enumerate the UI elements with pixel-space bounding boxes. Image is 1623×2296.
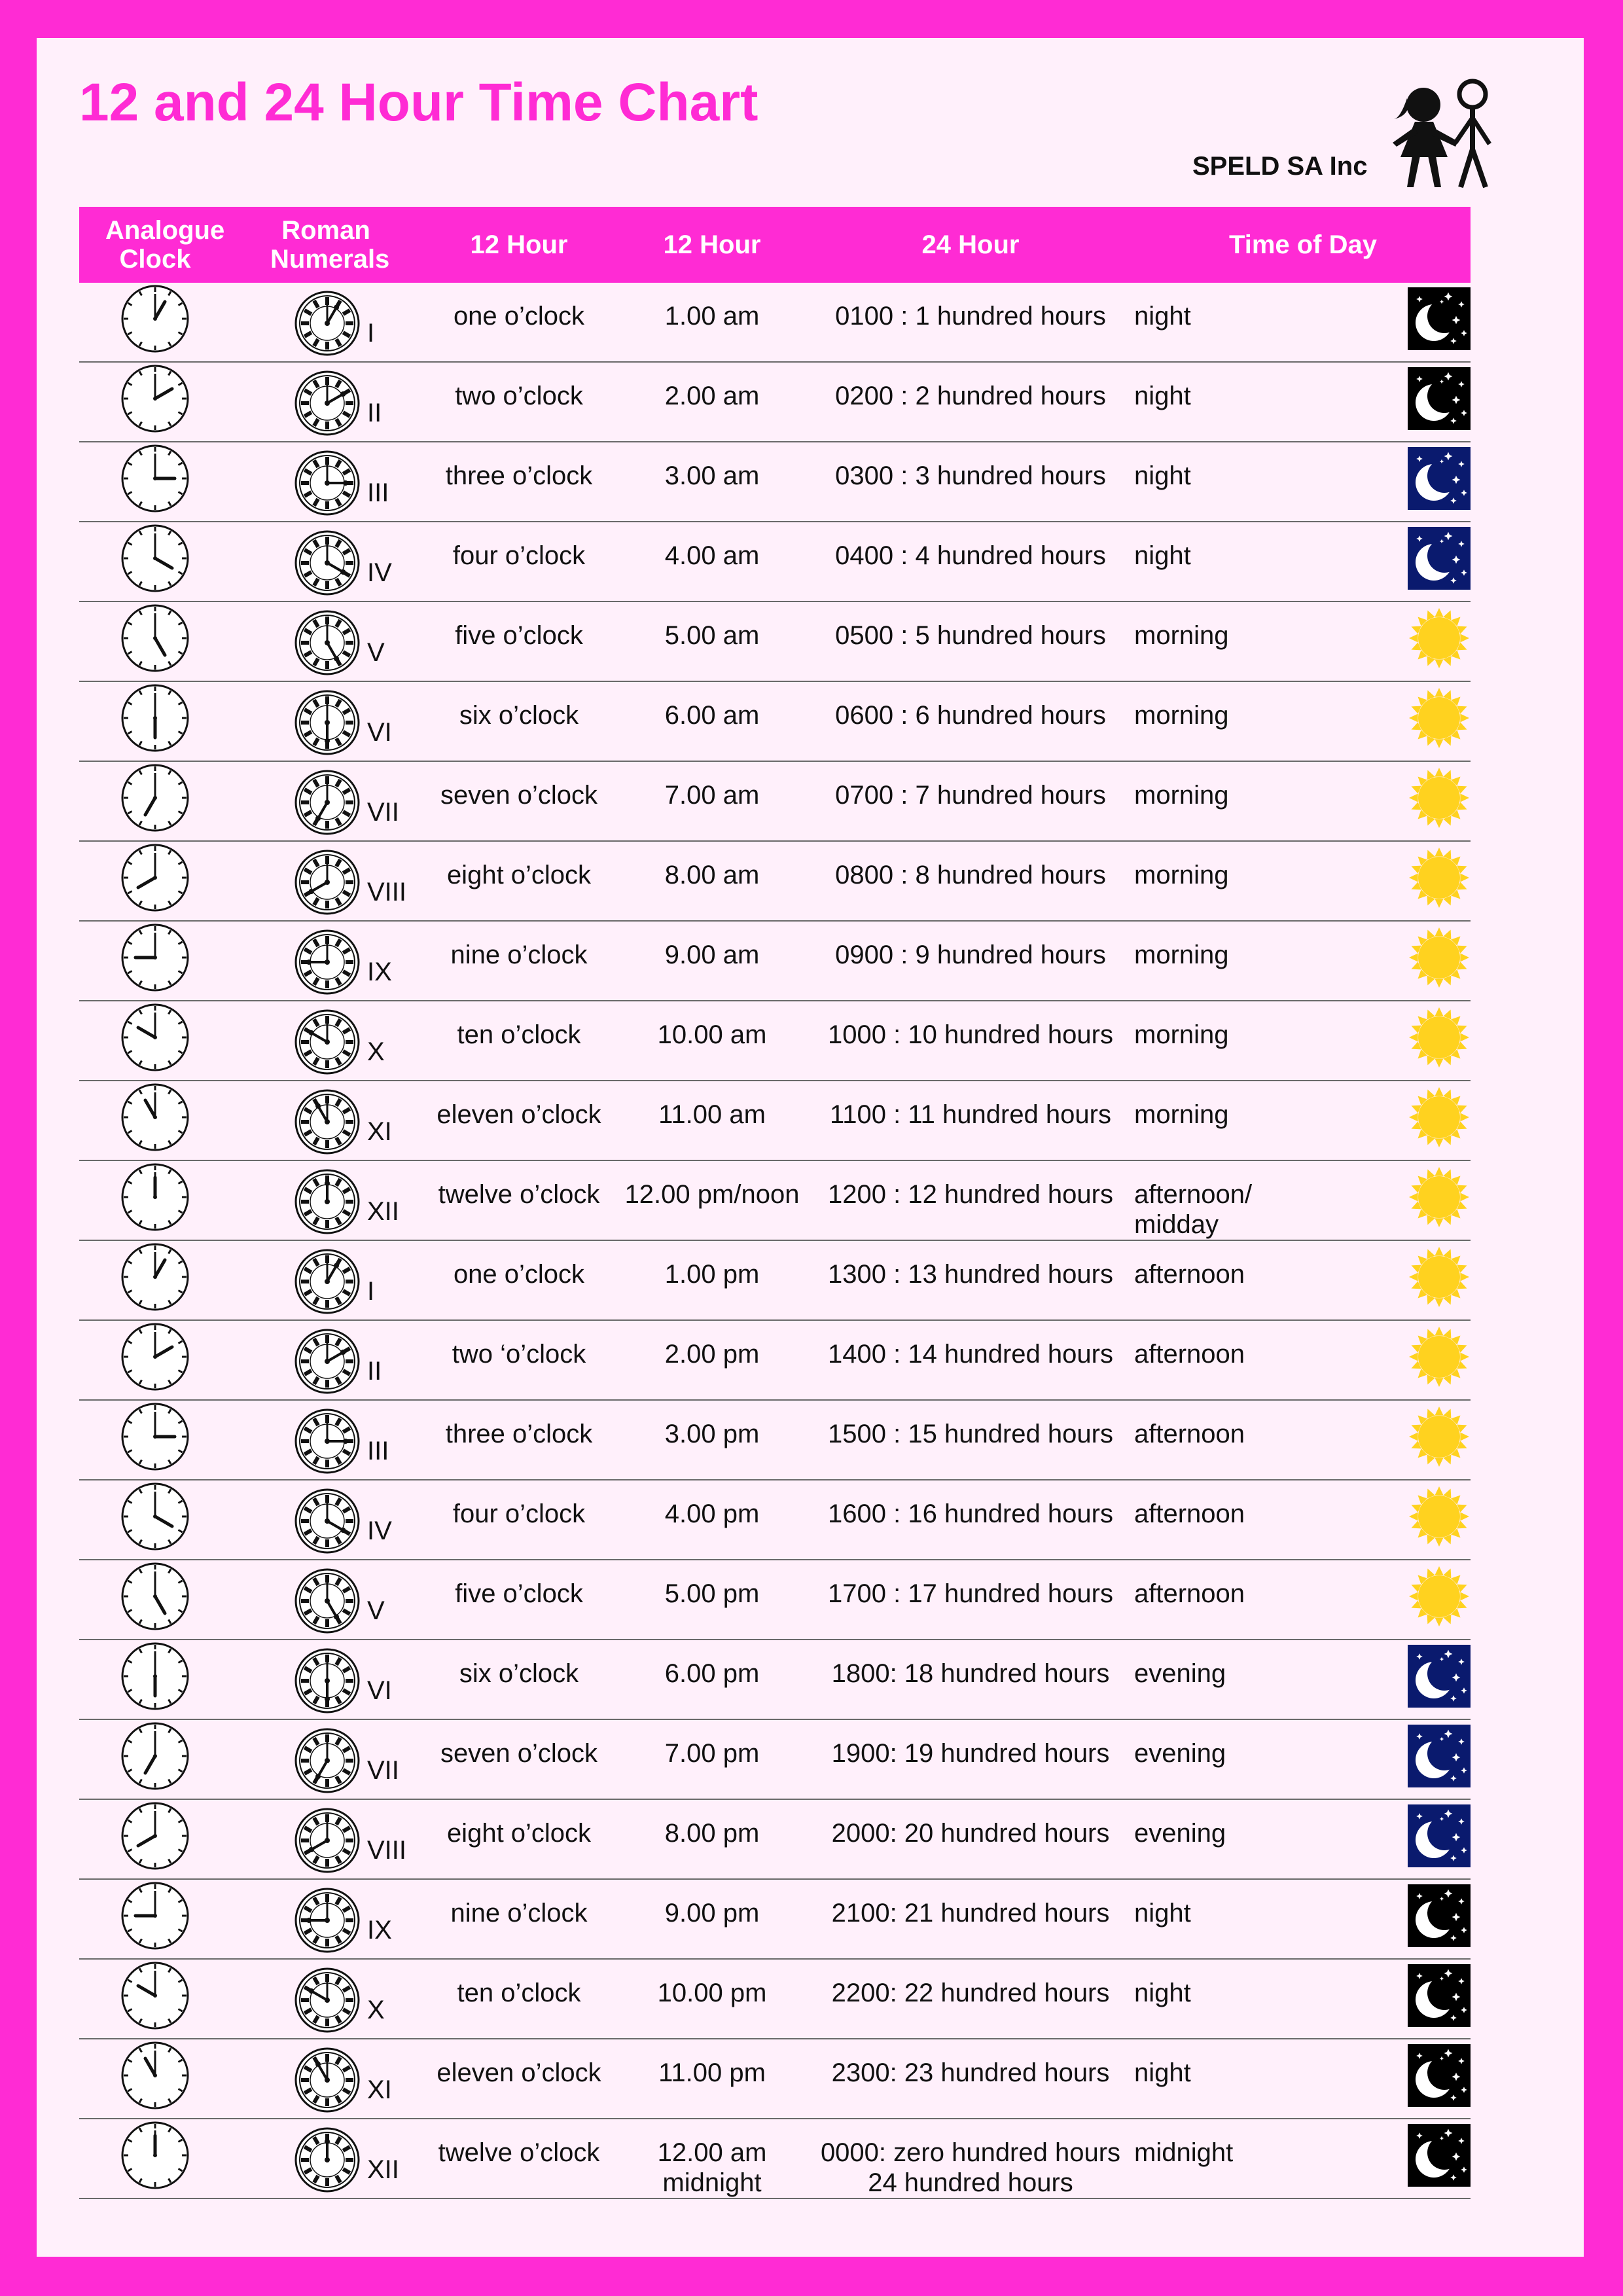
analogue-clock-icon <box>79 1719 231 1799</box>
sun-icon <box>1330 761 1471 841</box>
twenty-four-hour-time: 0500 : 5 hundred hours <box>835 621 1106 650</box>
twenty-four-hour-time: 1000 : 10 hundred hours <box>828 1020 1113 1049</box>
twenty-four-hour-time: 1600 : 16 hundred hours <box>828 1499 1113 1528</box>
twelve-hour-time: 10.00 pm <box>657 1979 767 2007</box>
time-in-words: eight o’clock <box>446 861 592 889</box>
time-in-words: four o’clock <box>452 1499 586 1528</box>
roman-numeral: VIII <box>367 1835 407 1865</box>
twelve-hour-time: 6.00 am <box>664 701 760 730</box>
roman-numeral: III <box>367 1436 389 1465</box>
time-of-day: night <box>1134 1979 1191 2007</box>
time-in-words: ten o’clock <box>457 1020 581 1049</box>
roman-numeral: VI <box>367 1676 392 1705</box>
time-chart-table <box>79 207 1471 2199</box>
twenty-four-hour-time: 0200 : 2 hundred hours <box>835 382 1106 410</box>
table-row <box>79 1160 1471 1240</box>
header-12-hour-words: 12 Hour <box>470 230 568 259</box>
analogue-clock-icon <box>79 2039 231 2119</box>
time-in-words: six o’clock <box>459 701 579 730</box>
analogue-clock-icon <box>79 2119 231 2198</box>
sun-icon <box>1330 1400 1471 1480</box>
moon-stars-icon <box>1330 1879 1471 1959</box>
header-12-hour: 12 Hour <box>663 230 761 259</box>
header-time-of-day: Time of Day <box>1229 230 1377 259</box>
roman-numeral: VII <box>367 797 399 827</box>
moon-stars-icon <box>1330 1640 1471 1719</box>
analogue-clock-icon <box>79 921 231 1001</box>
time-in-words: five o’clock <box>455 621 583 650</box>
table-row <box>79 442 1471 522</box>
analogue-clock-icon <box>79 1081 231 1160</box>
roman-numeral: IX <box>367 1915 392 1945</box>
time-in-words: eleven o’clock <box>437 2058 601 2087</box>
sun-icon <box>1330 1480 1471 1560</box>
analogue-clock-icon <box>79 1160 231 1240</box>
moon-stars-icon <box>1330 442 1471 522</box>
roman-numeral: VIII <box>367 877 407 906</box>
analogue-clock-icon <box>79 442 231 522</box>
roman-numeral: XI <box>367 1117 392 1146</box>
table-row <box>79 761 1471 841</box>
time-in-words: three o’clock <box>445 1420 593 1448</box>
twenty-four-hour-time: 2200: 22 hundred hours <box>831 1979 1110 2007</box>
roman-numeral: I <box>367 1276 375 1306</box>
time-in-words: six o’clock <box>459 1659 579 1688</box>
twelve-hour-time: 5.00 pm <box>664 1579 760 1608</box>
moon-stars-icon <box>1330 283 1471 362</box>
twelve-hour-time: 4.00 am <box>664 541 760 570</box>
twelve-hour-time: 7.00 pm <box>664 1739 760 1768</box>
roman-numeral: IX <box>367 957 392 986</box>
analogue-clock-icon <box>79 1001 231 1081</box>
sun-icon <box>1330 841 1471 921</box>
twelve-hour-time: 6.00 pm <box>664 1659 760 1688</box>
analogue-clock-icon <box>79 1799 231 1879</box>
table-row <box>79 1320 1471 1400</box>
time-in-words: twelve o’clock <box>438 2138 600 2167</box>
time-in-words: three o’clock <box>445 461 593 490</box>
time-of-day: evening <box>1134 1659 1226 1688</box>
table-row <box>79 283 1471 362</box>
table-row <box>79 1560 1471 1640</box>
twelve-hour-time: 5.00 am <box>664 621 760 650</box>
time-of-day: morning <box>1134 861 1229 889</box>
time-of-day: afternoon/ midday <box>1134 1180 1253 1239</box>
time-in-words: seven o’clock <box>440 1739 598 1768</box>
roman-numeral: XII <box>367 1196 399 1226</box>
time-in-words: five o’clock <box>455 1579 583 1608</box>
time-of-day: evening <box>1134 1819 1226 1848</box>
analogue-clock-icon <box>79 601 231 681</box>
roman-numeral: V <box>367 637 385 667</box>
twenty-four-hour-time: 2300: 23 hundred hours <box>831 2058 1110 2087</box>
time-of-day: night <box>1134 461 1191 490</box>
time-of-day: night <box>1134 302 1191 331</box>
table-row <box>79 2119 1471 2198</box>
table-row <box>79 522 1471 601</box>
moon-stars-icon <box>1330 1799 1471 1879</box>
analogue-clock-icon <box>79 1480 231 1560</box>
time-in-words: twelve o’clock <box>438 1180 600 1209</box>
twelve-hour-time: 9.00 am <box>664 941 760 969</box>
roman-numeral: V <box>367 1596 385 1625</box>
table-row <box>79 1240 1471 1320</box>
time-of-day: morning <box>1134 941 1229 969</box>
roman-numeral: II <box>367 398 382 427</box>
moon-stars-icon <box>1330 362 1471 442</box>
table-row <box>79 601 1471 681</box>
twelve-hour-time: 2.00 am <box>664 382 760 410</box>
analogue-clock-icon <box>79 681 231 761</box>
time-of-day: night <box>1134 541 1191 570</box>
twelve-hour-time: 1.00 am <box>664 302 760 331</box>
twenty-four-hour-time: 0400 : 4 hundred hours <box>835 541 1106 570</box>
analogue-clock-icon <box>79 841 231 921</box>
twenty-four-hour-time: 0600 : 6 hundred hours <box>835 701 1106 730</box>
analogue-clock-icon <box>79 761 231 841</box>
table-row <box>79 2039 1471 2119</box>
roman-numeral: IV <box>367 558 392 587</box>
table-row <box>79 841 1471 921</box>
time-in-words: ten o’clock <box>457 1979 581 2007</box>
roman-numeral: III <box>367 478 389 507</box>
table-row <box>79 1001 1471 1081</box>
time-in-words: seven o’clock <box>440 781 598 810</box>
twelve-hour-time: 9.00 pm <box>664 1899 760 1928</box>
header-roman-numerals: Roman Numerals <box>270 216 390 274</box>
analogue-clock-icon <box>79 362 231 442</box>
sun-icon <box>1330 921 1471 1001</box>
sun-icon <box>1330 681 1471 761</box>
time-of-day: night <box>1134 1899 1191 1928</box>
table-row <box>79 1400 1471 1480</box>
page-title: 12 and 24 Hour Time Chart <box>79 73 758 132</box>
analogue-clock-icon <box>79 1400 231 1480</box>
twenty-four-hour-time: 0300 : 3 hundred hours <box>835 461 1106 490</box>
twelve-hour-time: 11.00 pm <box>658 2058 766 2087</box>
table-row <box>79 362 1471 442</box>
analogue-clock-icon <box>79 522 231 601</box>
twelve-hour-time: 4.00 pm <box>664 1499 760 1528</box>
roman-numeral: XI <box>367 2075 392 2104</box>
roman-numeral: IV <box>367 1516 392 1545</box>
time-in-words: one o’clock <box>453 302 585 331</box>
speld-logo-icon <box>1374 79 1512 193</box>
time-of-day: morning <box>1134 621 1229 650</box>
time-in-words: nine o’clock <box>450 1899 588 1928</box>
twelve-hour-time: 8.00 am <box>664 861 760 889</box>
roman-numeral: VI <box>367 717 392 747</box>
table-row <box>79 1879 1471 1959</box>
table-row <box>79 1719 1471 1799</box>
twenty-four-hour-time: 0700 : 7 hundred hours <box>835 781 1106 810</box>
roman-numeral: I <box>367 318 375 348</box>
table-row <box>79 681 1471 761</box>
twenty-four-hour-time: 1200 : 12 hundred hours <box>828 1180 1113 1209</box>
twelve-hour-time: 2.00 pm <box>664 1340 760 1369</box>
time-of-day: afternoon <box>1134 1260 1245 1289</box>
time-of-day: morning <box>1134 1100 1229 1129</box>
time-of-day: afternoon <box>1134 1579 1245 1608</box>
twelve-hour-time: 11.00 am <box>658 1100 766 1129</box>
sun-icon <box>1330 1560 1471 1640</box>
time-of-day: morning <box>1134 1020 1229 1049</box>
twelve-hour-time: 8.00 pm <box>664 1819 760 1848</box>
analogue-clock-icon <box>79 1320 231 1400</box>
moon-stars-icon <box>1330 1959 1471 2039</box>
roman-numeral: X <box>367 1037 385 1066</box>
header-analogue-clock: Analogue Clock <box>105 216 225 274</box>
twenty-four-hour-time: 2000: 20 hundred hours <box>831 1819 1110 1848</box>
table-header <box>79 207 1471 283</box>
time-of-day: evening <box>1134 1739 1226 1768</box>
twenty-four-hour-time: 1900: 19 hundred hours <box>831 1739 1110 1768</box>
time-in-words: eleven o’clock <box>437 1100 601 1129</box>
twelve-hour-time: 3.00 pm <box>664 1420 760 1448</box>
twelve-hour-time: 7.00 am <box>664 781 760 810</box>
time-in-words: two o’clock <box>455 382 583 410</box>
time-in-words: four o’clock <box>452 541 586 570</box>
header-24-hour: 24 Hour <box>921 230 1020 259</box>
time-of-day: afternoon <box>1134 1499 1245 1528</box>
sun-icon <box>1330 1240 1471 1320</box>
moon-stars-icon <box>1330 522 1471 601</box>
analogue-clock-icon <box>79 1879 231 1959</box>
time-of-day: afternoon <box>1134 1420 1245 1448</box>
roman-numeral: VII <box>367 1755 399 1785</box>
twenty-four-hour-time: 1800: 18 hundred hours <box>831 1659 1110 1688</box>
time-in-words: nine o’clock <box>450 941 588 969</box>
twenty-four-hour-time: 0000: zero hundred hours 24 hundred hours <box>820 2138 1121 2197</box>
twelve-hour-time: 10.00 am <box>657 1020 767 1049</box>
analogue-clock-icon <box>79 283 231 362</box>
twelve-hour-time: 12.00 pm/noon <box>624 1180 800 1209</box>
time-of-day: morning <box>1134 781 1229 810</box>
time-of-day: morning <box>1134 701 1229 730</box>
table-row <box>79 1959 1471 2039</box>
twelve-hour-time: 1.00 pm <box>664 1260 760 1289</box>
twenty-four-hour-time: 2100: 21 hundred hours <box>831 1899 1110 1928</box>
twenty-four-hour-time: 1400 : 14 hundred hours <box>828 1340 1113 1369</box>
time-of-day: night <box>1134 382 1191 410</box>
organization-name: SPELD SA Inc <box>1192 152 1368 181</box>
analogue-clock-icon <box>79 1560 231 1640</box>
roman-numeral: XII <box>367 2155 399 2184</box>
twenty-four-hour-time: 1100 : 11 hundred hours <box>830 1100 1111 1129</box>
time-in-words: eight o’clock <box>446 1819 592 1848</box>
analogue-clock-icon <box>79 1240 231 1320</box>
time-in-words: one o’clock <box>453 1260 585 1289</box>
moon-stars-icon <box>1330 2039 1471 2119</box>
moon-stars-icon <box>1330 1719 1471 1799</box>
sun-icon <box>1330 1320 1471 1400</box>
time-of-day: midnight <box>1134 2138 1234 2167</box>
time-of-day: night <box>1134 2058 1191 2087</box>
table-row <box>79 921 1471 1001</box>
moon-stars-icon <box>1330 2119 1471 2198</box>
table-row <box>79 1081 1471 1160</box>
time-of-day: afternoon <box>1134 1340 1245 1369</box>
analogue-clock-icon <box>79 1959 231 2039</box>
sun-icon <box>1330 1001 1471 1081</box>
twenty-four-hour-time: 1500 : 15 hundred hours <box>828 1420 1113 1448</box>
analogue-clock-icon <box>79 1640 231 1719</box>
sun-icon <box>1330 1160 1471 1240</box>
twenty-four-hour-time: 0800 : 8 hundred hours <box>835 861 1106 889</box>
time-in-words: two ‘o’clock <box>452 1340 586 1369</box>
sun-icon <box>1330 1081 1471 1160</box>
twenty-four-hour-time: 1700 : 17 hundred hours <box>828 1579 1113 1608</box>
roman-numeral: II <box>367 1356 382 1386</box>
sun-icon <box>1330 601 1471 681</box>
twelve-hour-time: 3.00 am <box>664 461 760 490</box>
twenty-four-hour-time: 0900 : 9 hundred hours <box>835 941 1106 969</box>
table-row <box>79 1640 1471 1719</box>
twenty-four-hour-time: 0100 : 1 hundred hours <box>835 302 1106 331</box>
table-row <box>79 1799 1471 1879</box>
table-row <box>79 1480 1471 1560</box>
twelve-hour-time: 12.00 am midnight <box>657 2138 767 2197</box>
twenty-four-hour-time: 1300 : 13 hundred hours <box>828 1260 1113 1289</box>
roman-numeral: X <box>367 1995 385 2024</box>
